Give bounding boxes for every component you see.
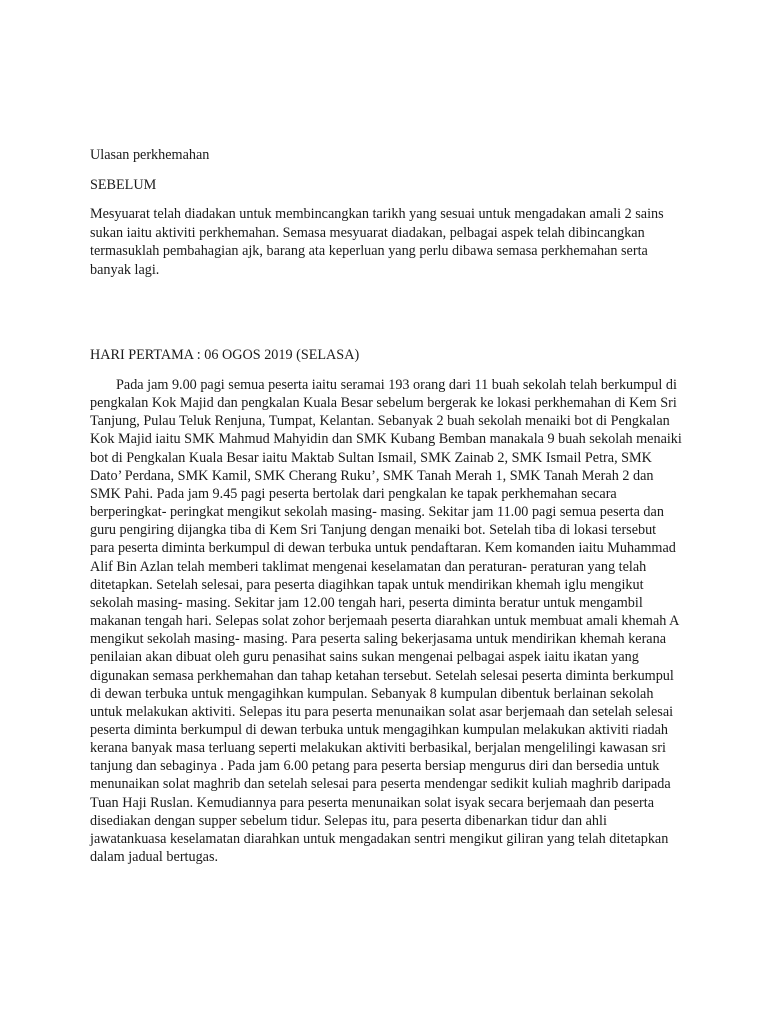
section-heading-hari-pertama: HARI PERTAMA : 06 OGOS 2019 (SELASA) — [90, 347, 360, 363]
section-heading-sebelum: SEBELUM — [90, 177, 157, 193]
section-paragraph-hari-pertama: Pada jam 9.00 pagi semua peserta iaitu seramai 193 orang dari 11 buah sekolah telah berkumpul di pengkalan Kok Majid dan pengkalan Kuala Besar sebelum bergerak ke lokasi perkhemahan di Kem Sri Tanjung, Pulau Teluk Renjuna, Tumpat, Kelantan. Sebanyak 2 buah sekolah menaiki bot di Pengkalan Kok Majid iaitu SMK Mahmud Mahyidin dan SMK Kubang Bemban manakala 9 buah sekolah menaiki bot di Pengkalan Kuala Besar iaitu Maktab Sultan Ismail, SMK Zainab 2, SMK Ismail Petra, SMK Dato’ Perdana, SMK Kamil, SMK Cherang Ruku’, SMK Tanah Merah 1, SMK Tanah Merah 2 dan SMK Pahi. Pada jam 9.45 pagi peserta bertolak dari pengkalan ke tapak perkhemahan secara berperingkat- peringkat mengikut sekolah masing- masing. Sekitar jam 11.00 pagi semua peserta dan guru pengiring dijangka tiba di Kem Sri Tanjung dengan menaiki bot. Setelah tiba di lokasi tersebut para peserta diminta berkumpul di dewan terbuka untuk pendaftaran. Kem komanden iaitu Muhammad Alif Bin Azlan telah memberi taklimat mengenai keselamatan dan peraturan- peraturan yang telah ditetapkan. Setelah selesai, para peserta diagihkan tapak untuk mendirikan khemah iglu mengikut sekolah masing- masing. Sekitar jam 12.00 tengah hari, peserta diminta beratur untuk mengambil makanan tengah hari. Selepas solat zohor berjemaah peserta diarahkan untuk membuat amali khemah A mengikut sekolah masing- masing. Para peserta saling bekerjasama untuk mendirikan khemah kerana penilaian akan dibuat oleh guru penasihat sains sukan mengenai pelbagai aspek iaitu ikatan yang digunakan semasa perkhemahan dan tahap ketahan tersebut. Setelah selesai peserta diminta berkumpul di dewan terbuka untuk mengagihkan kumpulan. Sebanyak 8 kumpulan dibentuk berlainan sekolah untuk melakukan aktiviti. Selepas itu para peserta menunaikan solat asar berjemaah dan setelah selesai peserta diminta berkumpul di dewan terbuka untuk mengagihkan kumpulan melakukan aktiviti riadah kerana banyak masa terluang seperti melakukan aktiviti berbasikal, berjalan mengelilingi kawasan sri tanjung dan sebaginya . Pada jam 6.00 petang para peserta bersiap mengurus diri dan bersedia untuk menunaikan solat maghrib dan setelah selesai para peserta mendengar sedikit kuliah maghrib daripada Tuan Haji Ruslan. Kemudiannya para peserta menunaikan solat isyak secara berjemaah dan peserta disediakan dengan supper sebelum tidur. Selepas itu, para peserta dibenarkan tidur dan ahli jawatankuasa keselamatan diarahkan untuk mengadakan sentri mengikut giliran yang telah ditetapkan dalam jadual bertugas. — [90, 377, 682, 866]
section-paragraph-sebelum: Mesyuarat telah diadakan untuk membincangkan tarikh yang sesuai untuk mengadakan amali 2 sains sukan iaitu aktiviti perkhemahan. Semasa mesyuarat diadakan, pelbagai aspek telah dibincangkan termasuklah pembahagian ajk, barang ata keperluan yang perlu dibawa semasa perkhemahan serta banyak lagi. — [90, 206, 664, 278]
document-title: Ulasan perkhemahan — [90, 147, 210, 163]
